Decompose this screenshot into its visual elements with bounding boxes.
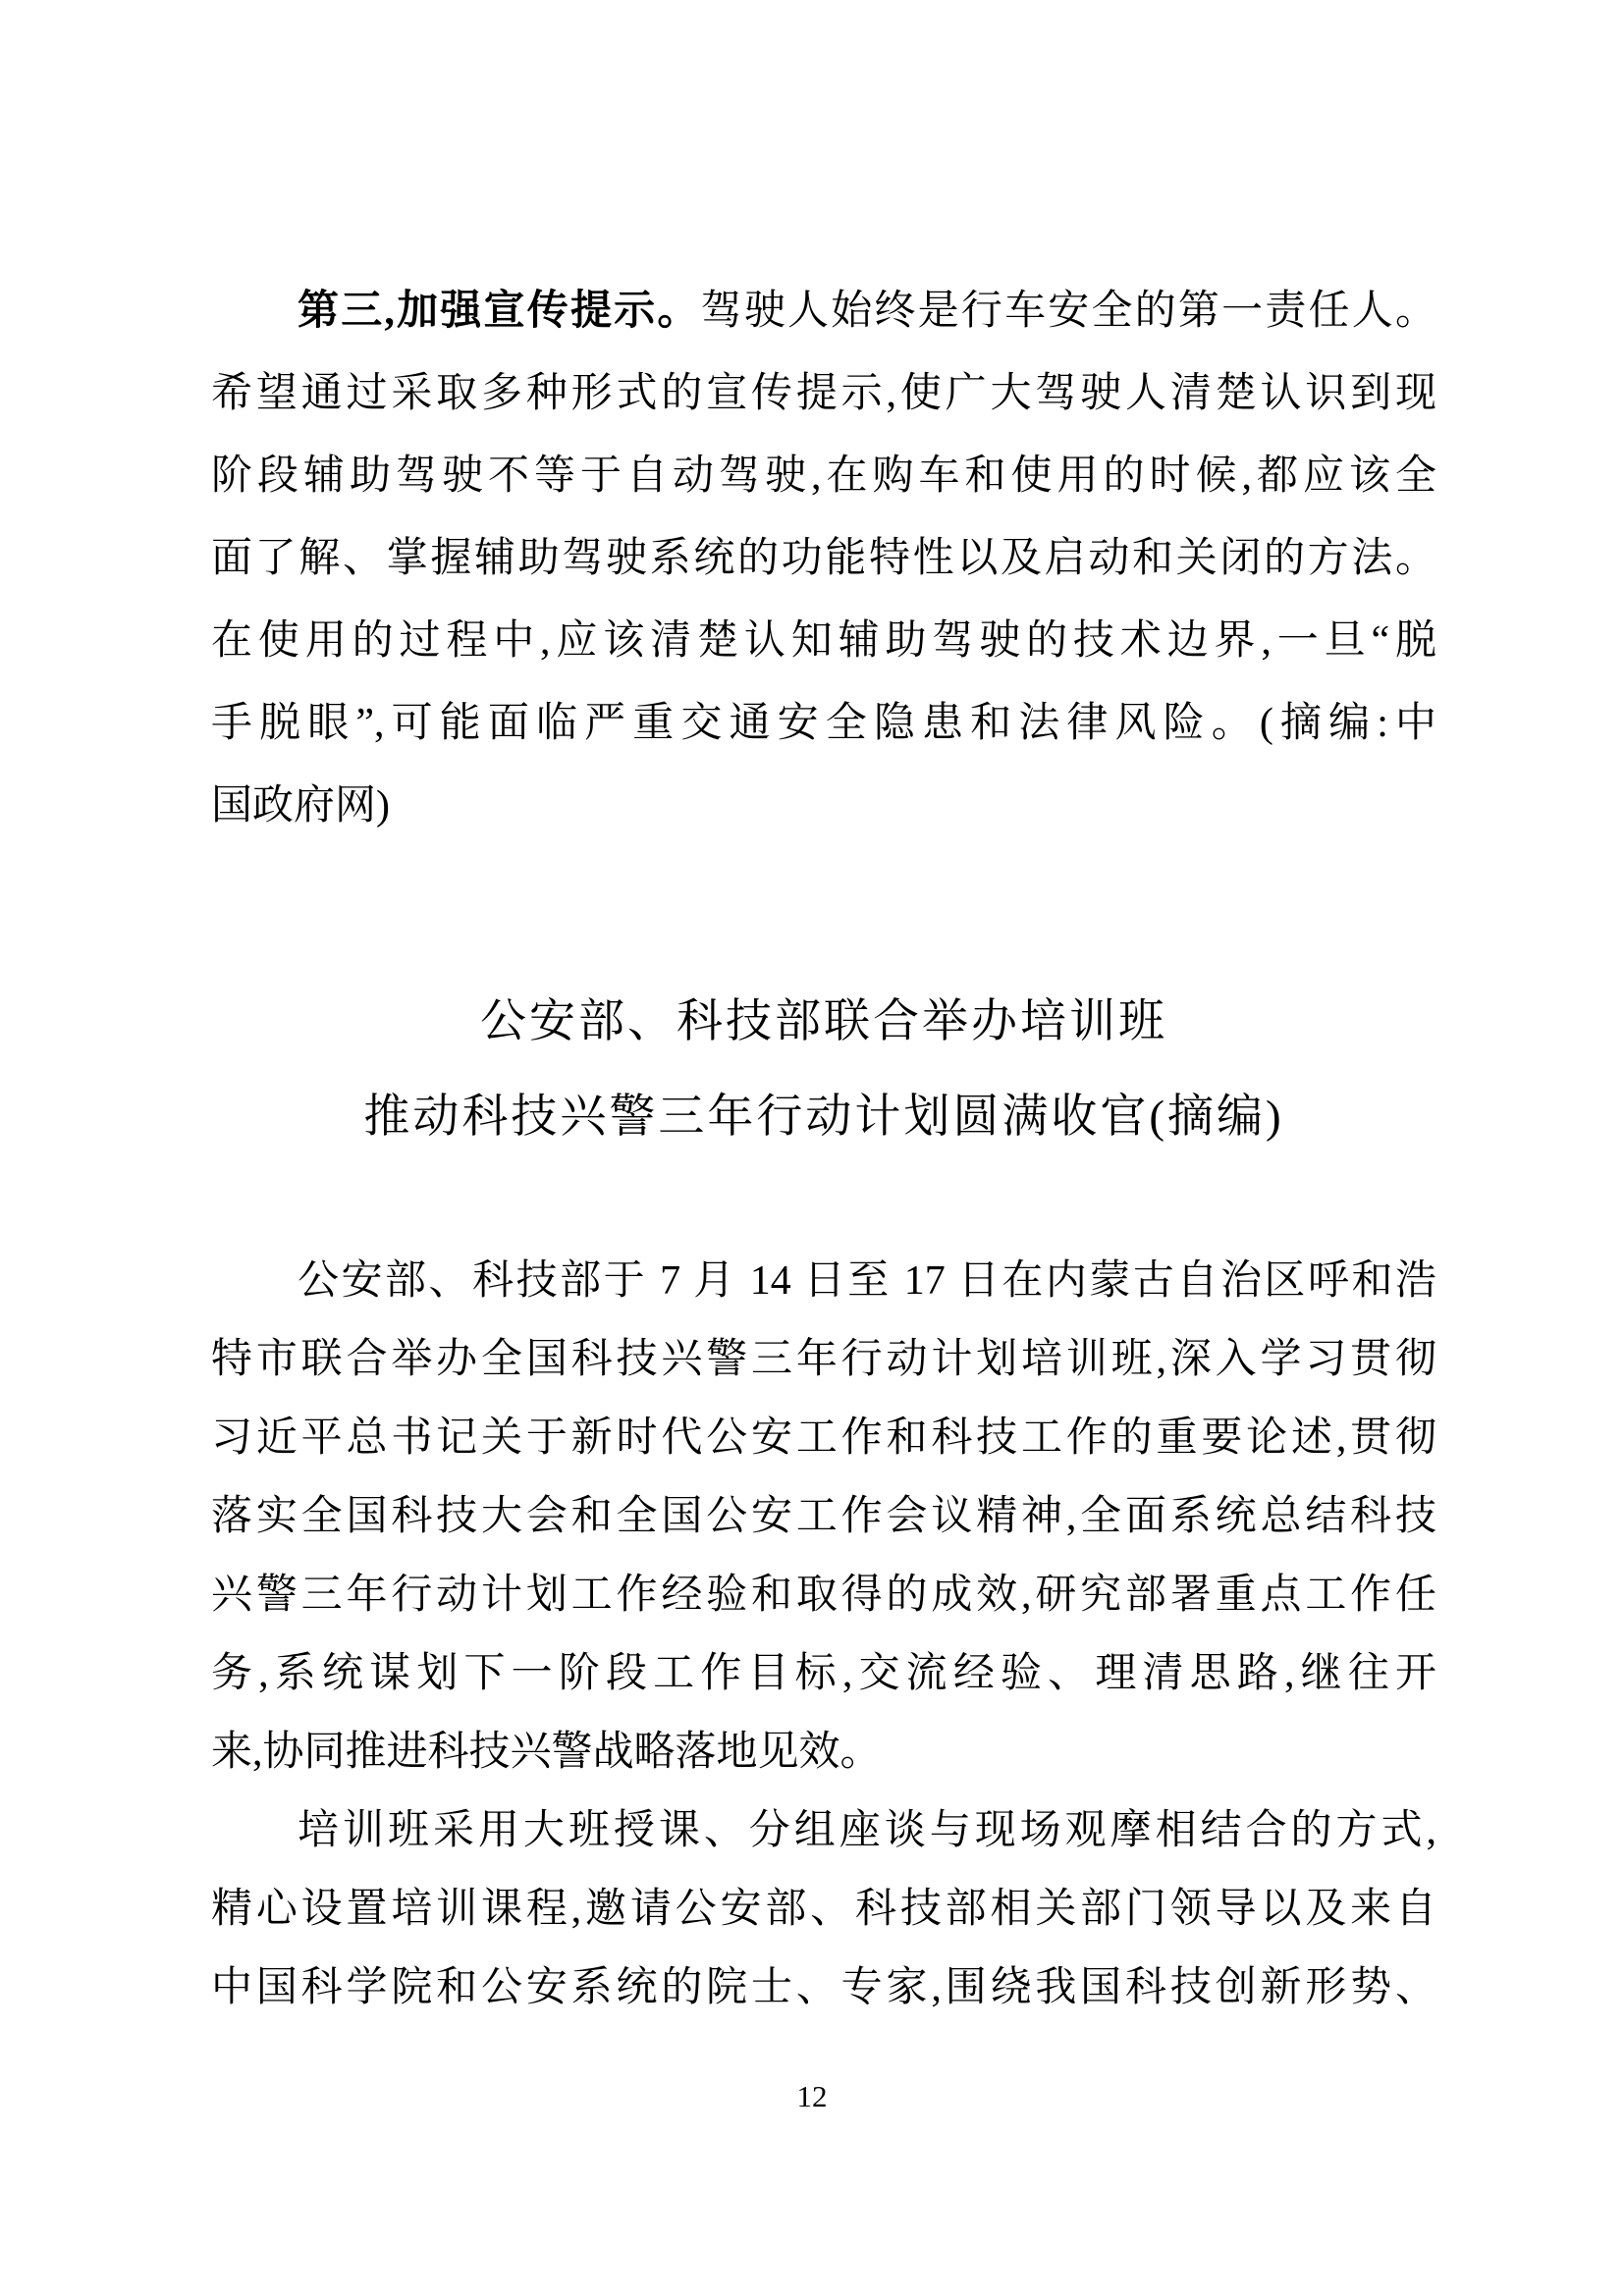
section-heading-line-1: 公安部、科技部联合举办培训班 (480, 996, 1167, 1047)
section-heading (211, 975, 1436, 1165)
paragraph-1 (211, 270, 1436, 847)
paragraph-line: 落实全国科技大会和全国公安工作会议精神,全面系统总结科技 (211, 1494, 1436, 1539)
paragraph-line: 精心设置培训课程,邀请公安部、科技部相关部门领导以及来自 (211, 1887, 1436, 1932)
paragraph-line: 培训班采用大班授课、分组座谈与现场观摩相结合的方式, (298, 1808, 1436, 1853)
section-heading-line-2: 推动科技兴警三年行动计划圆满收官(摘编) (363, 1092, 1284, 1143)
paragraph-line: 来,协同推进科技兴警战略落地见效。 (211, 1730, 882, 1775)
paragraph-line: 希望通过采取多种形式的宣传提示,使广大驾驶人清楚认识到现 (211, 371, 1436, 416)
paragraph-line: 中国科学院和公安系统的院士、专家,围绕我国科技创新形势、 (211, 1965, 1436, 2010)
paragraph-line: 国政府网) (211, 783, 390, 828)
page-number: 12 (796, 2079, 828, 2113)
paragraph-line: 手脱眼”,可能面临严重交通安全隐患和法律风险。(摘编:中 (211, 701, 1436, 746)
paragraph-line: 务,系统谋划下一阶段工作目标,交流经验、理清思路,继往开 (211, 1651, 1436, 1696)
paragraph-line: 特市联合举办全国科技兴警三年行动计划培训班,深入学习贯彻 (211, 1337, 1436, 1382)
paragraph-line: 在使用的过程中,应该清楚认知辅助驾驶的技术边界,一旦“脱 (211, 618, 1436, 664)
paragraph-line: 阶段辅助驾驶不等于自动驾驶,在购车和使用的时候,都应该全 (211, 454, 1436, 499)
paragraph1-line1-rest: 驾驶人始终是行车安全的第一责任人。 (700, 289, 1436, 334)
document-content (211, 270, 1436, 2027)
paragraph1-lead-bold: 第三,加强宣传提示。 (298, 289, 701, 334)
paragraph-line: 习近平总书记关于新时代公安工作和科技工作的重要论述,贯彻 (211, 1415, 1436, 1461)
paragraph-line: 兴警三年行动计划工作经验和取得的成效,研究部署重点工作任 (211, 1573, 1436, 1618)
paragraph-3 (211, 1791, 1436, 2027)
paragraph-line: 公安部、科技部于 7 月 14 日至 17 日在内蒙古自治区呼和浩 (298, 1258, 1436, 1304)
paragraph-2 (211, 1242, 1436, 1791)
paragraph-line: 面了解、掌握辅助驾驶系统的功能特性以及启动和关闭的方法。 (211, 536, 1436, 581)
paragraph-line (211, 270, 1436, 352)
